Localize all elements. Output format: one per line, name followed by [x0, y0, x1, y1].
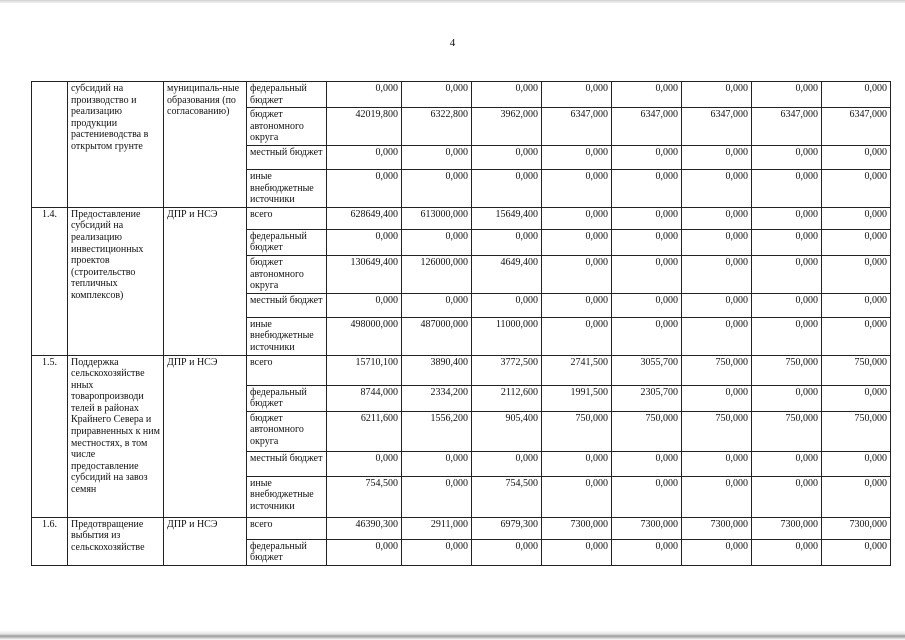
amount-cell: 0,000 — [822, 169, 891, 207]
amount-cell: 0,000 — [822, 82, 891, 108]
amount-cell: 1556,200 — [402, 411, 472, 451]
amount-cell: 126000,000 — [402, 255, 472, 293]
amount-cell: 6347,000 — [822, 108, 891, 146]
amount-cell: 0,000 — [752, 539, 822, 565]
amount-cell: 15649,400 — [472, 207, 542, 229]
item-name: Поддержка сельскохозяйстве нных товаропроизводи телей в районах Крайнего Севера и приравненных к ним местностях, в том числе предоставление субсидий на завоз семян — [68, 355, 164, 517]
amount-cell: 0,000 — [612, 317, 682, 355]
amount-cell: 0,000 — [542, 82, 612, 108]
amount-cell: 0,000 — [542, 451, 612, 476]
item-name: Предотвращение выбытия из сельскохозяйстве — [68, 517, 164, 565]
amount-cell: 3962,000 — [472, 108, 542, 146]
amount-cell: 0,000 — [542, 255, 612, 293]
amount-cell: 0,000 — [612, 82, 682, 108]
amount-cell: 0,000 — [327, 451, 402, 476]
scan-edge-bottom — [0, 630, 905, 640]
amount-cell: 6347,000 — [682, 108, 752, 146]
amount-cell: 0,000 — [542, 207, 612, 229]
amount-cell: 0,000 — [822, 293, 891, 317]
amount-cell: 2911,000 — [402, 517, 472, 539]
funding-source: бюджет автономного округа — [247, 108, 327, 146]
amount-cell: 0,000 — [822, 451, 891, 476]
amount-cell: 0,000 — [752, 207, 822, 229]
amount-cell: 0,000 — [402, 539, 472, 565]
funding-source: местный бюджет — [247, 293, 327, 317]
amount-cell: 0,000 — [822, 229, 891, 255]
amount-cell: 0,000 — [752, 229, 822, 255]
amount-cell: 0,000 — [472, 169, 542, 207]
amount-cell: 754,500 — [327, 476, 402, 517]
amount-cell: 6211,600 — [327, 411, 402, 451]
amount-cell: 3055,700 — [612, 355, 682, 385]
table-row — [32, 355, 891, 385]
amount-cell: 0,000 — [327, 539, 402, 565]
amount-cell: 0,000 — [542, 476, 612, 517]
amount-cell: 0,000 — [327, 82, 402, 108]
amount-cell: 0,000 — [472, 539, 542, 565]
amount-cell: 0,000 — [472, 293, 542, 317]
item-name: субсидий на производство и реализацию продукции растениеводства в открытом грунте — [68, 82, 164, 208]
funding-source: иные внебюджетные источники — [247, 169, 327, 207]
funding-source: иные внебюджетные источники — [247, 317, 327, 355]
amount-cell: 750,000 — [752, 355, 822, 385]
amount-cell: 1991,500 — [542, 385, 612, 411]
amount-cell: 0,000 — [402, 145, 472, 169]
amount-cell: 0,000 — [682, 317, 752, 355]
item-number — [32, 82, 68, 208]
amount-cell: 0,000 — [682, 255, 752, 293]
amount-cell: 0,000 — [612, 229, 682, 255]
amount-cell: 0,000 — [542, 293, 612, 317]
table-row — [32, 517, 891, 539]
amount-cell: 0,000 — [822, 539, 891, 565]
amount-cell: 0,000 — [752, 255, 822, 293]
item-number: 1.6. — [32, 517, 68, 565]
funding-source: федеральный бюджет — [247, 385, 327, 411]
amount-cell: 0,000 — [612, 539, 682, 565]
amount-cell: 0,000 — [752, 169, 822, 207]
amount-cell: 0,000 — [472, 82, 542, 108]
amount-cell: 6347,000 — [612, 108, 682, 146]
amount-cell: 0,000 — [822, 207, 891, 229]
funding-source: федеральный бюджет — [247, 539, 327, 565]
amount-cell: 0,000 — [542, 229, 612, 255]
amount-cell: 0,000 — [612, 207, 682, 229]
item-number: 1.5. — [32, 355, 68, 517]
amount-cell: 0,000 — [402, 451, 472, 476]
amount-cell: 498000,000 — [327, 317, 402, 355]
amount-cell: 2741,500 — [542, 355, 612, 385]
amount-cell: 0,000 — [752, 293, 822, 317]
amount-cell: 0,000 — [822, 476, 891, 517]
amount-cell: 750,000 — [542, 411, 612, 451]
amount-cell: 754,500 — [472, 476, 542, 517]
amount-cell: 4649,400 — [472, 255, 542, 293]
amount-cell: 0,000 — [682, 207, 752, 229]
amount-cell: 0,000 — [402, 82, 472, 108]
funding-source: местный бюджет — [247, 451, 327, 476]
amount-cell: 8744,000 — [327, 385, 402, 411]
amount-cell: 0,000 — [612, 293, 682, 317]
amount-cell: 6322,800 — [402, 108, 472, 146]
amount-cell: 6347,000 — [542, 108, 612, 146]
amount-cell: 0,000 — [822, 317, 891, 355]
item-executor: муниципаль-ные образования (по согласованию) — [164, 82, 247, 208]
amount-cell: 0,000 — [612, 451, 682, 476]
scan-edge-top — [0, 0, 905, 3]
page-number: 4 — [449, 37, 456, 49]
amount-cell: 2305,700 — [612, 385, 682, 411]
table-row — [32, 207, 891, 229]
amount-cell: 905,400 — [472, 411, 542, 451]
item-name: Предоставление субсидий на реализацию инвестиционных проектов (строительство тепличных комплексов) — [68, 207, 164, 355]
amount-cell: 0,000 — [542, 145, 612, 169]
funding-source: федеральный бюджет — [247, 82, 327, 108]
amount-cell: 0,000 — [682, 385, 752, 411]
amount-cell: 2112,600 — [472, 385, 542, 411]
amount-cell: 130649,400 — [327, 255, 402, 293]
item-executor: ДПР и НСЭ — [164, 355, 247, 517]
amount-cell: 46390,300 — [327, 517, 402, 539]
amount-cell: 0,000 — [612, 169, 682, 207]
amount-cell: 0,000 — [682, 169, 752, 207]
amount-cell: 0,000 — [682, 145, 752, 169]
amount-cell: 42019,800 — [327, 108, 402, 146]
amount-cell: 2334,200 — [402, 385, 472, 411]
budget-table-body — [32, 82, 891, 566]
amount-cell: 750,000 — [682, 355, 752, 385]
amount-cell: 6347,000 — [752, 108, 822, 146]
amount-cell: 7300,000 — [542, 517, 612, 539]
item-number: 1.4. — [32, 207, 68, 355]
amount-cell: 6979,300 — [472, 517, 542, 539]
amount-cell: 0,000 — [682, 82, 752, 108]
amount-cell: 0,000 — [752, 476, 822, 517]
amount-cell: 0,000 — [752, 145, 822, 169]
funding-source: бюджет автономного округа — [247, 255, 327, 293]
amount-cell: 7300,000 — [752, 517, 822, 539]
item-executor: ДПР и НСЭ — [164, 207, 247, 355]
amount-cell: 0,000 — [472, 229, 542, 255]
amount-cell: 3890,400 — [402, 355, 472, 385]
amount-cell: 0,000 — [752, 451, 822, 476]
amount-cell: 0,000 — [327, 293, 402, 317]
amount-cell: 750,000 — [822, 411, 891, 451]
amount-cell: 0,000 — [542, 317, 612, 355]
amount-cell: 0,000 — [402, 169, 472, 207]
amount-cell: 0,000 — [542, 539, 612, 565]
amount-cell: 750,000 — [752, 411, 822, 451]
amount-cell: 0,000 — [822, 145, 891, 169]
funding-source: иные внебюджетные источники — [247, 476, 327, 517]
amount-cell: 0,000 — [327, 229, 402, 255]
amount-cell: 487000,000 — [402, 317, 472, 355]
amount-cell: 7300,000 — [682, 517, 752, 539]
amount-cell: 0,000 — [472, 451, 542, 476]
amount-cell: 0,000 — [327, 169, 402, 207]
funding-source: бюджет автономного округа — [247, 411, 327, 451]
amount-cell: 0,000 — [612, 255, 682, 293]
amount-cell: 0,000 — [402, 476, 472, 517]
amount-cell: 7300,000 — [612, 517, 682, 539]
amount-cell: 3772,500 — [472, 355, 542, 385]
funding-source: всего — [247, 355, 327, 385]
item-executor: ДПР и НСЭ — [164, 517, 247, 565]
budget-table — [31, 81, 891, 566]
amount-cell: 750,000 — [822, 355, 891, 385]
amount-cell: 613000,000 — [402, 207, 472, 229]
amount-cell: 7300,000 — [822, 517, 891, 539]
amount-cell: 11000,000 — [472, 317, 542, 355]
amount-cell: 0,000 — [402, 293, 472, 317]
funding-source: местный бюджет — [247, 145, 327, 169]
amount-cell: 0,000 — [822, 385, 891, 411]
amount-cell: 0,000 — [542, 169, 612, 207]
amount-cell: 0,000 — [752, 385, 822, 411]
amount-cell: 0,000 — [472, 145, 542, 169]
amount-cell: 0,000 — [752, 82, 822, 108]
amount-cell: 0,000 — [402, 229, 472, 255]
amount-cell: 0,000 — [682, 229, 752, 255]
amount-cell: 750,000 — [682, 411, 752, 451]
funding-source: федеральный бюджет — [247, 229, 327, 255]
funding-source: всего — [247, 517, 327, 539]
table-row — [32, 82, 891, 108]
amount-cell: 0,000 — [327, 145, 402, 169]
amount-cell: 0,000 — [822, 255, 891, 293]
amount-cell: 750,000 — [612, 411, 682, 451]
amount-cell: 0,000 — [682, 451, 752, 476]
amount-cell: 15710,100 — [327, 355, 402, 385]
amount-cell: 0,000 — [612, 476, 682, 517]
amount-cell: 0,000 — [682, 293, 752, 317]
amount-cell: 0,000 — [682, 476, 752, 517]
funding-source: всего — [247, 207, 327, 229]
amount-cell: 0,000 — [752, 317, 822, 355]
amount-cell: 0,000 — [682, 539, 752, 565]
amount-cell: 0,000 — [612, 145, 682, 169]
amount-cell: 628649,400 — [327, 207, 402, 229]
